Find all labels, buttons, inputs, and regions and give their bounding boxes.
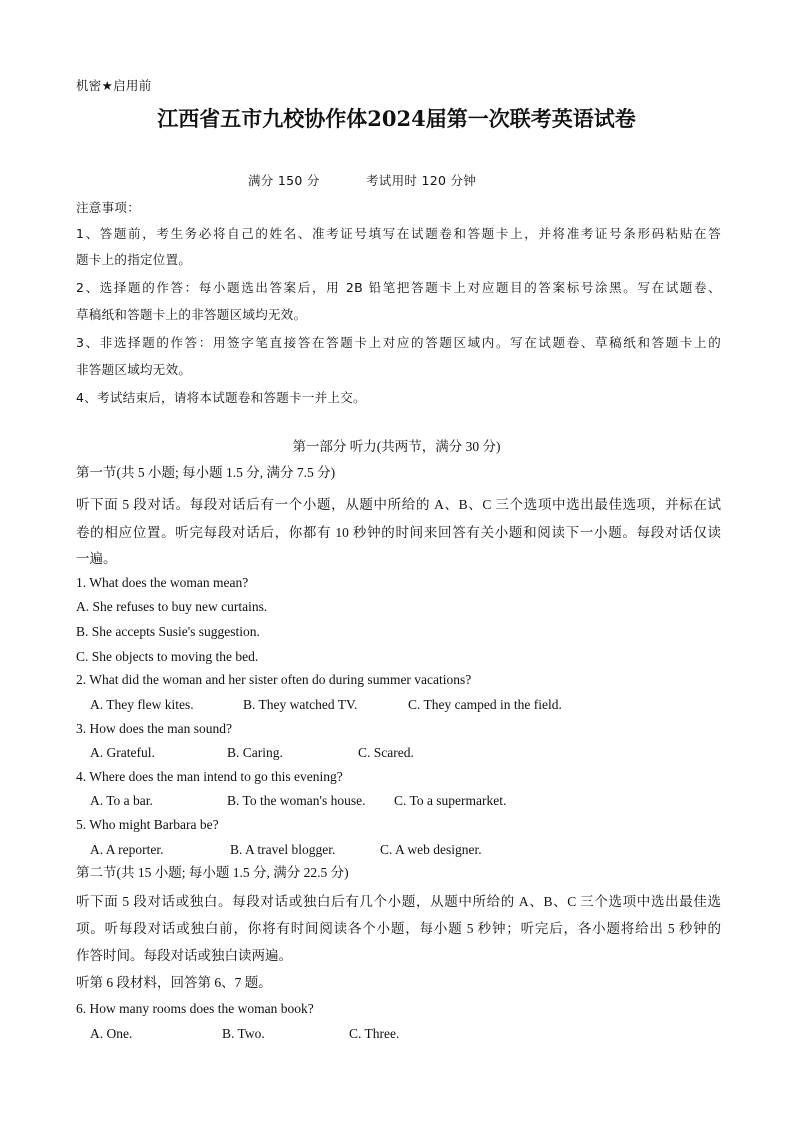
question-2-option-a: A. They flew kites. [90,697,194,712]
question-6-option-c: C. Three. [349,1026,400,1041]
question-5-option-b: B. A travel blogger. [230,842,336,857]
question-4-option-b: B. To the woman's house. [227,793,366,808]
exam-title: 江西省五市九校协作体2024届第一次联考英语试卷 [157,106,636,131]
notice-item-2-line-2: 草稿纸和答题卡上的非答题区域均无效。 [76,307,307,322]
question-2-option-b: B. They watched TV. [243,697,358,712]
question-1-option-b: B. She accepts Susie's suggestion. [76,624,260,639]
question-3-stem: 3. How does the man sound? [76,721,232,736]
notice-item-2-line-1: 2、选择题的作答：每小题选出答案后，用 2B 铅笔把答题卡上对应题目的答案标号涂黑。写在试题卷、 [76,280,721,295]
question-2-stem: 2. What did the woman and her sister often do during summer vacations? [76,672,472,687]
question-5-option-c: C. A web designer. [380,842,482,857]
question-1-option-a: A. She refuses to buy new curtains. [76,599,268,614]
section1-instructions-line-3: 一遍。 [76,551,117,566]
part1-heading: 第一部分 听力(共两节，满分 30 分) [292,439,501,454]
question-5-option-a: A. A reporter. [90,842,164,857]
question-2-option-c: C. They camped in the field. [408,697,562,712]
confidential-label: 机密★启用前 [76,78,152,93]
question-4-stem: 4. Where does the man intend to go this evening? [76,769,343,784]
question-3-option-c: C. Scared. [358,745,414,760]
notice-item-1-line-2: 题卡上的指定位置。 [76,252,192,267]
question-4-option-c: C. To a supermarket. [394,793,507,808]
question-1-option-c: C. She objects to moving the bed. [76,649,259,664]
notice-item-1-line-1: 1、答题前，考生务必将自己的姓名、准考证号填写在试题卷和答题卡上，并将准考证号条形码粘贴在答 [76,226,721,241]
question-5-stem: 5. Who might Barbara be? [76,817,219,832]
section1-heading: 第一节(共 5 小题; 每小题 1.5 分, 满分 7.5 分) [76,465,336,480]
question-6-option-a: A. One. [90,1026,133,1041]
question-3-option-b: B. Caring. [227,745,283,760]
notice-item-3-line-1: 3、非选择题的作答：用签字笔直接答在答题卡上对应的答题区域内。写在试题卷、草稿纸和答题卡上的 [76,335,721,350]
section1-instructions-line-2: 卷的相应位置。听完每段对话后，你都有 10 秒钟的时间来回答有关小题和阅读下一小题。每段对话仅读 [76,525,721,540]
question-6-option-b: B. Two. [222,1026,265,1041]
question-3-option-a: A. Grateful. [90,745,155,760]
notice-item-4: 4、考试结束后，请将本试题卷和答题卡一并上交。 [76,390,366,405]
notice-heading: 注意事项： [76,200,141,215]
score-info: 满分 150 分 [248,173,320,188]
time-info: 考试用时 120 分钟 [366,173,477,188]
section2-instructions-line-1: 听下面 5 段对话或独白。每段对话或独白后有几个小题，从题中所给的 A、B、C 三个选项中选出最佳选 [76,894,721,909]
section1-instructions-line-1: 听下面 5 段对话。每段对话后有一个小题，从题中所给的 A、B、C 三个选项中选出最佳选项，并标在试 [76,497,721,512]
section2-instructions-line-2: 项。听每段对话或独白前，你将有时间阅读各个小题，每小题 5 秒钟；听完后，各小题将给出 5 秒钟的 [76,921,721,936]
question-4-option-a: A. To a bar. [90,793,153,808]
notice-item-3-line-2: 非答题区域均无效。 [76,362,192,377]
section2-heading: 第二节(共 15 小题; 每小题 1.5 分, 满分 22.5 分) [76,865,349,880]
question-1-stem: 1. What does the woman mean? [76,575,249,590]
material-6-instruction: 听第 6 段材料，回答第 6、7 题。 [76,975,272,990]
section2-instructions-line-3: 作答时间。每段对话或独白读两遍。 [76,948,292,963]
question-6-stem: 6. How many rooms does the woman book? [76,1001,314,1016]
